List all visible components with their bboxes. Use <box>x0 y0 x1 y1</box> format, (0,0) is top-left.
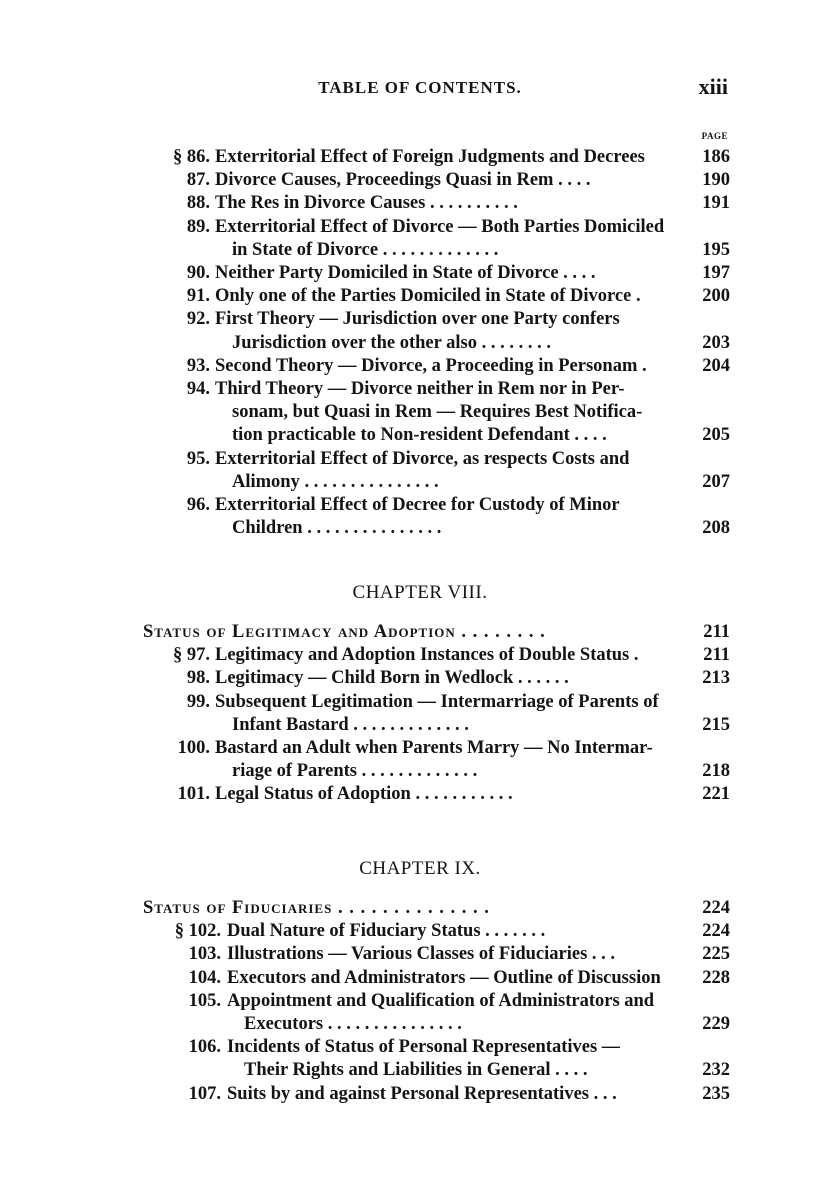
page-column-label: PAGE <box>701 131 728 141</box>
toc-entry-line <box>0 400 840 424</box>
section-number: 92. <box>186 309 210 330</box>
section-number: 93. <box>186 355 210 376</box>
entry-title: Incidents of Status of Personal Representatives — <box>227 1037 621 1058</box>
page-ref: 208 <box>702 518 730 539</box>
entry-title: Subsequent Legitimation — Intermarriage of Parents of <box>215 691 659 712</box>
toc-entry-line <box>0 966 840 990</box>
entry-title: Neither Party Domiciled in State of Divorce . . . . <box>215 263 596 283</box>
section-number: 101. <box>177 784 210 805</box>
entry-title: Jurisdiction over the other also . . . . . . . . <box>232 332 551 353</box>
toc-entry-line <box>0 1082 840 1106</box>
chapter-heading: CHAPTER VIII. <box>352 582 488 603</box>
page-ref: 205 <box>702 425 730 446</box>
section-number: 96. <box>186 495 210 515</box>
entry-title: Legitimacy — Child Born in Wedlock . . . . . . <box>215 668 569 689</box>
entry-title: Legitimacy and Adoption Instances of Double Status . <box>215 645 639 666</box>
section-number: 103. <box>188 944 221 965</box>
section-number: 107. <box>188 1083 221 1104</box>
entry-title: Divorce Causes, Proceedings Quasi in Rem . . . . <box>215 170 591 191</box>
entry-title: riage of Parents . . . . . . . . . . . . . <box>232 761 478 782</box>
toc-entry-line <box>0 1035 840 1059</box>
page-ref: 235 <box>702 1083 730 1104</box>
section-number: 94. <box>186 379 210 399</box>
toc-entry-line <box>0 759 840 783</box>
entry-title: sonam, but Quasi in Rem — Requires Best Notifica- <box>232 402 643 423</box>
toc-entry-line <box>0 1058 840 1082</box>
toc-entry-line <box>0 238 840 262</box>
section-number: 88. <box>186 193 210 214</box>
section-number: 104. <box>188 967 221 988</box>
entry-title: Third Theory — Divorce neither in Rem nor in Per- <box>215 379 625 399</box>
section-number: 106. <box>188 1037 221 1058</box>
toc-entry-line <box>0 423 840 447</box>
page-ref: 218 <box>702 761 730 782</box>
toc-entry-line <box>0 516 840 540</box>
toc-entry-line <box>0 447 840 471</box>
page-ref: 211 <box>703 622 730 642</box>
page-ref: 200 <box>702 286 730 307</box>
toc-entry-line <box>0 666 840 690</box>
section-number: § 97. <box>173 645 210 666</box>
page-ref: 197 <box>702 263 730 283</box>
toc-entry-line <box>0 215 840 239</box>
page-ref: 215 <box>702 714 730 735</box>
toc-entry-line <box>0 1012 840 1036</box>
entry-title: in State of Divorce . . . . . . . . . . . . . <box>232 239 499 260</box>
entry-title: Executors and Administrators — Outline of Discussion <box>227 967 661 988</box>
page-ref: 224 <box>702 898 730 918</box>
toc-entry-line <box>0 736 840 760</box>
entry-title: Bastard an Adult when Parents Marry — No Intermar- <box>215 738 653 758</box>
running-title: TABLE OF CONTENTS. <box>318 78 522 97</box>
section-number: 87. <box>186 170 210 191</box>
entry-title: Dual Nature of Fiduciary Status . . . . . . . <box>227 921 546 942</box>
toc-entry-line <box>0 354 840 378</box>
toc-entry-line <box>0 942 840 966</box>
entry-title: Only one of the Parties Domiciled in State of Divorce . <box>215 286 641 307</box>
page-ref: 228 <box>702 967 730 988</box>
page-ref: 191 <box>702 193 730 214</box>
chapter-status-line <box>0 620 840 644</box>
page-header <box>0 74 840 108</box>
toc-entry-line <box>0 989 840 1013</box>
toc-entry-line <box>0 284 840 308</box>
page-ref: 213 <box>702 668 730 689</box>
entry-title: Appointment and Qualification of Administrators and <box>227 990 655 1011</box>
section-number: 90. <box>186 263 210 283</box>
section-number: 91. <box>186 286 210 307</box>
section-number: 105. <box>188 990 221 1011</box>
entry-title: Legal Status of Adoption . . . . . . . . . . . <box>215 784 513 805</box>
section-number: § 102. <box>174 921 221 942</box>
toc-entry-line <box>0 377 840 401</box>
toc-entry-line <box>0 307 840 331</box>
page-number: xiii <box>698 74 728 99</box>
chapter-status-title: Status of Legitimacy and Adoption . . . . . . . . <box>143 622 546 642</box>
entry-title: Infant Bastard . . . . . . . . . . . . . <box>232 714 469 735</box>
entry-title: Children . . . . . . . . . . . . . . . <box>232 518 442 539</box>
entry-title: Suits by and against Personal Representatives . . . <box>227 1083 617 1104</box>
toc-entry-line <box>0 470 840 494</box>
page-ref: 225 <box>702 944 730 965</box>
section-number: § 86. <box>173 147 210 167</box>
toc-entry-line <box>0 145 840 169</box>
toc-entry-line <box>0 643 840 667</box>
section-number: 100. <box>177 738 210 758</box>
toc-entry-line <box>0 782 840 806</box>
chapter-heading: CHAPTER IX. <box>359 858 481 879</box>
entry-title: Their Rights and Liabilities in General . . . . <box>244 1060 588 1081</box>
toc-entry-line <box>0 191 840 215</box>
section-number: 99. <box>186 691 210 712</box>
page-ref: 211 <box>703 645 730 666</box>
chapter-status-line <box>0 896 840 920</box>
entry-title: Exterritorial Effect of Foreign Judgments and Decrees <box>215 147 645 167</box>
page-ref: 195 <box>702 239 730 260</box>
toc-entry-line <box>0 168 840 192</box>
page-ref: 207 <box>702 471 730 492</box>
page-ref: 203 <box>702 332 730 353</box>
section-number: 98. <box>186 668 210 689</box>
toc-entry-line <box>0 493 840 517</box>
entry-title: tion practicable to Non-resident Defendant . . . . <box>232 425 607 446</box>
entry-title: Second Theory — Divorce, a Proceeding in Personam . <box>215 355 647 376</box>
chapter-status-title: Status of Fiduciaries . . . . . . . . . . . . . . <box>143 898 490 918</box>
toc-entry-line <box>0 331 840 355</box>
page-ref: 221 <box>702 784 730 805</box>
entry-title: The Res in Divorce Causes . . . . . . . . . . <box>215 193 518 214</box>
page-ref: 232 <box>702 1060 730 1081</box>
page-ref: 204 <box>702 355 730 376</box>
entry-title: Alimony . . . . . . . . . . . . . . . <box>232 471 439 492</box>
entry-title: Executors . . . . . . . . . . . . . . . <box>244 1014 462 1034</box>
entry-title: Exterritorial Effect of Decree for Custody of Minor <box>215 495 620 515</box>
entry-title: Illustrations — Various Classes of Fiduciaries . . . <box>227 944 616 965</box>
page-ref: 229 <box>702 1014 730 1034</box>
section-number: 95. <box>186 448 210 469</box>
entry-title: Exterritorial Effect of Divorce — Both Parties Domiciled <box>215 216 665 237</box>
toc-entry-line <box>0 919 840 943</box>
entry-title: Exterritorial Effect of Divorce, as respects Costs and <box>215 448 630 469</box>
toc-entry-line <box>0 713 840 737</box>
page-ref: 190 <box>702 170 730 191</box>
page-ref: 186 <box>702 147 730 167</box>
section-number: 89. <box>186 216 210 237</box>
toc-entry-line <box>0 261 840 285</box>
entry-title: First Theory — Jurisdiction over one Party confers <box>215 309 620 330</box>
page-ref: 224 <box>702 921 730 942</box>
toc-entry-line <box>0 690 840 714</box>
